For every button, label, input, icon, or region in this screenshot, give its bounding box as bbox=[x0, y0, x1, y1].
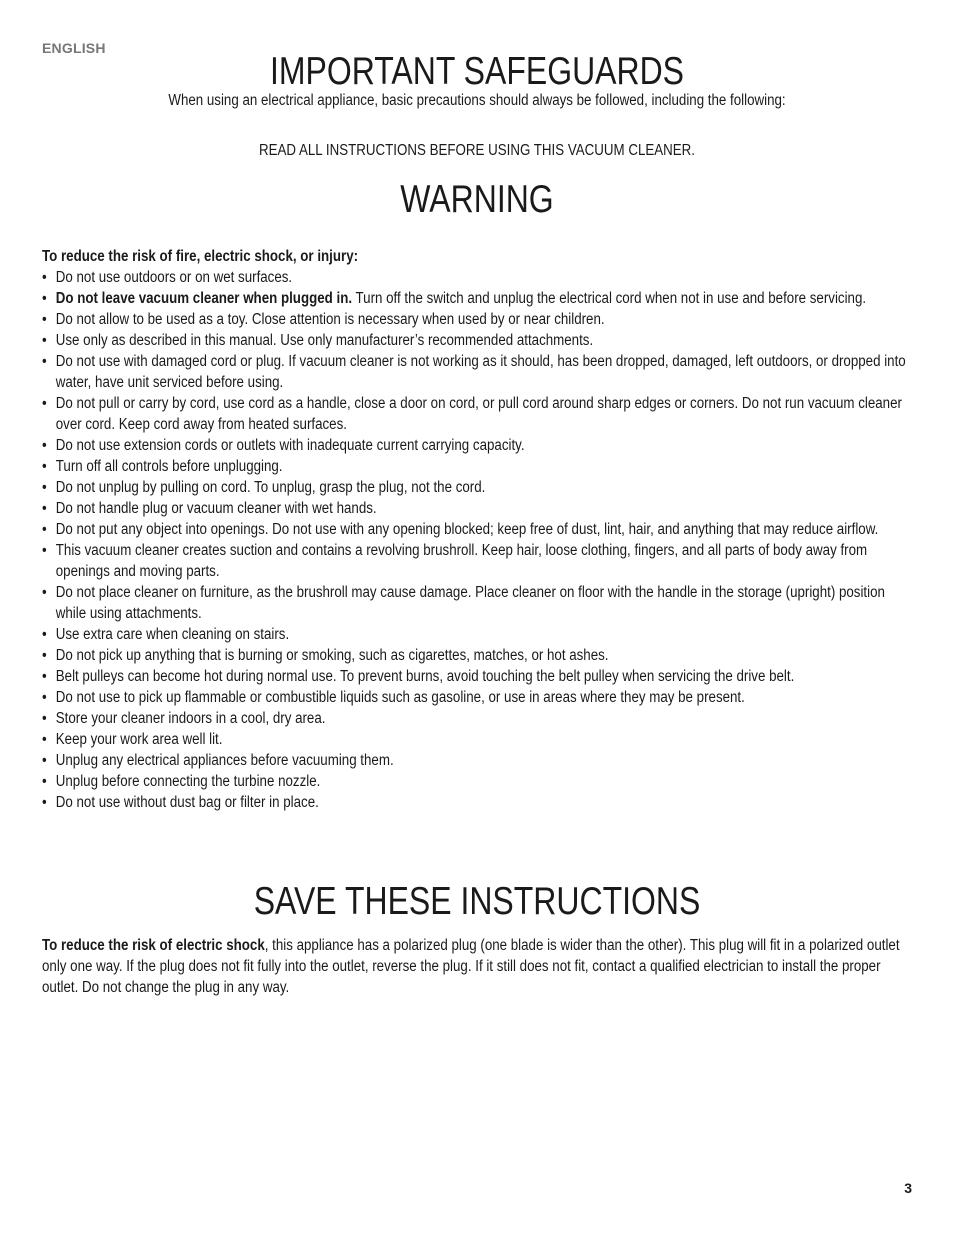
bullet-icon: • bbox=[42, 269, 47, 286]
bullet-icon: • bbox=[42, 773, 47, 790]
bullet-icon: • bbox=[42, 542, 47, 559]
bullet-icon: • bbox=[42, 584, 47, 601]
warning-intro: To reduce the risk of fire, electric shock, or injury: bbox=[42, 248, 359, 265]
warning-list-item bbox=[42, 666, 911, 687]
page-number: 3 bbox=[904, 1180, 912, 1196]
polarized-plug-text: , this appliance has a polarized plug (one blade is wider than the other). This plug will fit in a polarized outlet only one way. If the plug does not fit fully into the outlet, reverse the plug. If it still does not fit, contact a qualified electrician to install the proper outlet. Do not change the plug in any way. bbox=[42, 937, 900, 996]
warning-list-item bbox=[42, 750, 911, 771]
warning-item-text: Do not use to pick up flammable or combustible liquids such as gasoline, or use in areas where they may be present. bbox=[55, 689, 745, 706]
safeguards-title: IMPORTANT SAFEGUARDS bbox=[269, 50, 685, 93]
warning-list-item bbox=[42, 540, 911, 582]
warning-item-text: Store your cleaner indoors in a cool, dry area. bbox=[55, 710, 326, 727]
warning-list-item bbox=[42, 729, 911, 750]
bullet-icon: • bbox=[42, 521, 47, 538]
bullet-icon: • bbox=[42, 689, 47, 706]
warning-item-text: This vacuum cleaner creates suction and contains a revolving brushroll. Keep hair, loose clothing, fingers, and all parts of body away from openings and moving parts. bbox=[55, 542, 868, 580]
warning-list-item bbox=[42, 498, 911, 519]
warning-list-item bbox=[42, 435, 911, 456]
warning-item-text: Do not use extension cords or outlets with inadequate current carrying capacity. bbox=[55, 437, 525, 454]
warning-item-text: Do not use outdoors or on wet surfaces. bbox=[55, 269, 293, 286]
warning-section bbox=[42, 246, 911, 813]
bullet-icon: • bbox=[42, 647, 47, 664]
warning-item-text: Belt pulleys can become hot during normal use. To prevent burns, avoid touching the belt pulley when servicing the drive belt. bbox=[55, 668, 795, 685]
read-instructions-notice: READ ALL INSTRUCTIONS BEFORE USING THIS VACUUM CLEANER. bbox=[258, 142, 696, 159]
warning-list-item bbox=[42, 393, 911, 435]
warning-list bbox=[42, 267, 911, 813]
warning-list-item bbox=[42, 267, 911, 288]
bullet-icon: • bbox=[42, 458, 47, 475]
warning-list-item bbox=[42, 624, 911, 645]
warning-list-item bbox=[42, 582, 911, 624]
bullet-icon: • bbox=[42, 437, 47, 454]
warning-list-item bbox=[42, 309, 911, 330]
warning-list-item bbox=[42, 288, 911, 309]
warning-item-text: Do not put any object into openings. Do not use with any opening blocked; keep free of dust, lint, hair, and anything that may reduce airflow. bbox=[55, 521, 879, 538]
warning-item-text: Turn off all controls before unplugging. bbox=[55, 458, 283, 475]
warning-list-item bbox=[42, 771, 911, 792]
warning-item-text: Do not place cleaner on furniture, as the brushroll may cause damage. Place cleaner on floor with the handle in the storage (upright) position while using attachments. bbox=[55, 584, 885, 622]
bullet-icon: • bbox=[42, 500, 47, 517]
warning-item-text: Turn off the switch and unplug the electrical cord when not in use and before servicing. bbox=[352, 290, 867, 307]
warning-list-item bbox=[42, 456, 911, 477]
warning-item-text: Unplug before connecting the turbine nozzle. bbox=[55, 773, 321, 790]
bullet-icon: • bbox=[42, 794, 47, 811]
warning-list-item bbox=[42, 330, 911, 351]
warning-item-text: Do not use with damaged cord or plug. If vacuum cleaner is not working as it should, has been dropped, damaged, left outdoors, or dropped into water, have unit serviced before using. bbox=[55, 353, 906, 391]
warning-item-text: Keep your work area well lit. bbox=[55, 731, 223, 748]
warning-item-text: Do not pick up anything that is burning or smoking, such as cigarettes, matches, or hot ashes. bbox=[55, 647, 609, 664]
warning-list-item bbox=[42, 708, 911, 729]
safeguards-intro: When using an electrical appliance, basic precautions should always be followed, including the following: bbox=[168, 92, 786, 109]
warning-item-text: Do not handle plug or vacuum cleaner with wet hands. bbox=[55, 500, 377, 517]
warning-list-item bbox=[42, 687, 911, 708]
bullet-icon: • bbox=[42, 353, 47, 370]
warning-item-text: Use only as described in this manual. Use only manufacturer’s recommended attachments. bbox=[55, 332, 594, 349]
bullet-icon: • bbox=[42, 290, 47, 307]
bullet-icon: • bbox=[42, 332, 47, 349]
save-instructions-title: SAVE THESE INSTRUCTIONS bbox=[253, 880, 701, 923]
warning-item-lead: Do not leave vacuum cleaner when plugged in. bbox=[55, 290, 353, 307]
warning-item-text: Do not pull or carry by cord, use cord as a handle, close a door on cord, or pull cord around sharp edges or corners. Do not run vacuum cleaner over cord. Keep cord away from heated surfaces. bbox=[55, 395, 902, 433]
warning-list-item bbox=[42, 477, 911, 498]
warning-title: WARNING bbox=[400, 178, 554, 221]
warning-item-text: Use extra care when cleaning on stairs. bbox=[55, 626, 290, 643]
bullet-icon: • bbox=[42, 710, 47, 727]
warning-item-text: Do not use without dust bag or filter in place. bbox=[55, 794, 319, 811]
bullet-icon: • bbox=[42, 668, 47, 685]
polarized-plug-paragraph bbox=[42, 935, 911, 998]
bullet-icon: • bbox=[42, 731, 47, 748]
polarized-plug-lead: To reduce the risk of electric shock bbox=[42, 937, 265, 954]
warning-list-item bbox=[42, 792, 911, 813]
warning-list-item bbox=[42, 645, 911, 666]
language-label: ENGLISH bbox=[42, 40, 106, 56]
warning-list-item bbox=[42, 351, 911, 393]
bullet-icon: • bbox=[42, 752, 47, 769]
bullet-icon: • bbox=[42, 311, 47, 328]
bullet-icon: • bbox=[42, 479, 47, 496]
warning-list-item bbox=[42, 519, 911, 540]
warning-item-text: Do not unplug by pulling on cord. To unplug, grasp the plug, not the cord. bbox=[55, 479, 486, 496]
bullet-icon: • bbox=[42, 395, 47, 412]
warning-item-text: Unplug any electrical appliances before vacuuming them. bbox=[55, 752, 394, 769]
warning-item-text: Do not allow to be used as a toy. Close attention is necessary when used by or near children. bbox=[55, 311, 605, 328]
bullet-icon: • bbox=[42, 626, 47, 643]
